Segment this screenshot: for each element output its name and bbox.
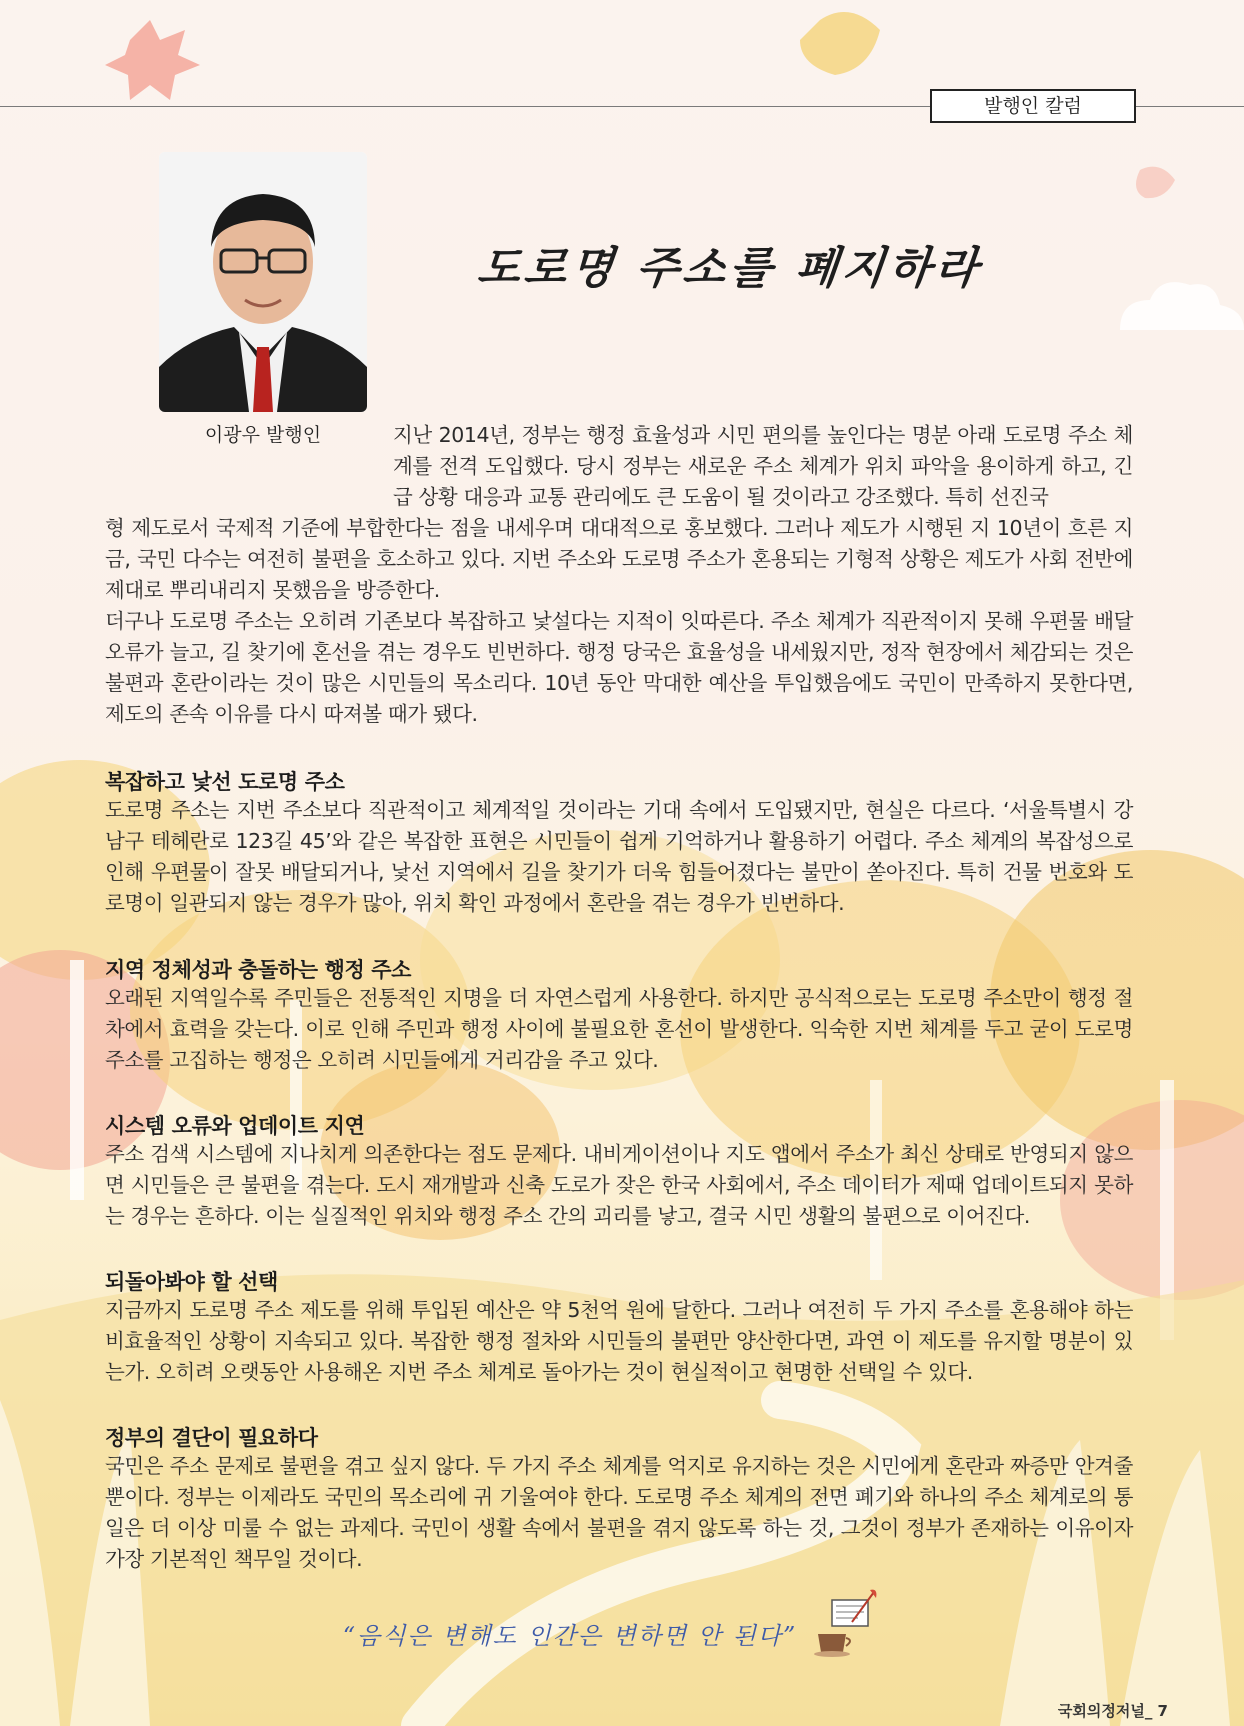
leaf-icon	[1136, 167, 1175, 199]
column-label: 발행인 칼럼	[930, 89, 1136, 123]
section-body: 국민은 주소 문제로 불편을 겪고 싶지 않다. 두 가지 주소 체계를 억지로 유지하는 것은 시민에게 혼란과 짜증만 안겨줄 뿐이다. 정부는 이제라도 국민의 목소리에 귀 기울여야 한다. 도로명 주소 체계의 전면 폐기와 하나의 주소 체계로의 통일은 더 이상 미룰 수 없는 과제다. 국민이 생활 속에서 불편을 겪지 않도록 하는 것, 그것이 정부가 존재하는 이유이자 가장 기본적인 책무일 것이다.	[105, 1454, 1133, 1571]
cloud-icon	[1120, 282, 1244, 330]
intro-paragraph-1: 지난 2014년, 정부는 행정 효율성과 시민 편의를 높인다는 명분 아래 도로명 주소 체계를 전격 도입했다. 당시 정부는 새로운 주소 체계가 위치 파악을 용이하게 하고, 긴급 상황 대응과 교통 관리에도 큰 도움이 될 것이라고 강조했다. 특히 선진국	[393, 423, 1133, 509]
section-body: 지금까지 도로명 주소 제도를 위해 투입된 예산은 약 5천억 원에 달한다. 그러나 여전히 두 가지 주소를 혼용해야 하는 비효율적인 상황이 지속되고 있다. 복잡한 행정 절차와 시민들의 불편만 양산한다면, 과연 이 제도를 유지할 명분이 있는가. 오히려 오랫동안 사용해온 지번 주소 체계로 돌아가는 것이 현실적이고 현명한 선택일 수 있다.	[105, 1298, 1133, 1384]
intro-paragraph-2: 더구나 도로명 주소는 오히려 기존보다 복잡하고 낯설다는 지적이 잇따른다. 주소 체계가 직관적이지 못해 우편물 배달 오류가 늘고, 길 찾기에 혼선을 겪는 경우도 빈번하다. 행정 당국은 효율성을 내세웠지만, 정작 현장에서 체감되는 것은 불편과 혼란이라는 것이 많은 시민들의 목소리다. 10년 동안 막대한 예산을 투입했음에도 국민이 만족하지 못한다면, 제도의 존속 이유를 다시 따져볼 때가 됐다.	[105, 609, 1133, 726]
section-heading: 복잡하고 낯선 도로명 주소	[105, 770, 345, 794]
publisher-photo	[159, 152, 367, 412]
section-heading: 정부의 결단이 필요하다	[105, 1426, 318, 1450]
section-body: 오래된 지역일수록 주민들은 전통적인 지명을 더 자연스럽게 사용한다. 하지만 공식적으로는 도로명 주소만이 행정 절차에서 효력을 갖는다. 이로 인해 주민과 행정 사이에 불필요한 혼선이 발생한다. 익숙한 지번 체계를 두고 굳이 도로명 주소를 고집하는 행정은 오히려 시민들에게 거리감을 주고 있다.	[105, 986, 1133, 1072]
section-body: 주소 검색 시스템에 지나치게 의존한다는 점도 문제다. 내비게이션이나 지도 앱에서 주소가 최신 상태로 반영되지 않으면 시민들은 큰 불편을 겪는다. 도시 재개발과 신축 도로가 잦은 한국 사회에서, 주소 데이터가 제때 업데이트되지 못하는 경우는 흔하다. 이는 실질적인 위치와 행정 주소 간의 괴리를 낳고, 결국 시민 생활의 불편으로 이어진다.	[105, 1142, 1133, 1228]
section-heading: 시스템 오류와 업데이트 지연	[105, 1114, 365, 1138]
maple-leaf-icon	[105, 20, 200, 100]
section-heading: 되돌아봐야 할 선택	[105, 1270, 278, 1294]
coffee-and-quill-icon	[812, 1588, 882, 1658]
intro-paragraph-1-continued: 형 제도로서 국제적 기준에 부합한다는 점을 내세우며 대대적으로 홍보했다. 그러나 제도가 시행된 지 10년이 흐른 지금, 국민 다수는 여전히 불편을 호소하고 있다. 지번 주소와 도로명 주소가 혼용되는 기형적 상황은 제도가 사회 전반에 제대로 뿌리내리지 못했음을 방증한다.	[105, 516, 1133, 602]
photo-caption: 이광우 발행인	[204, 424, 322, 446]
tree-trunk	[70, 960, 84, 1200]
section-body: 도로명 주소는 지번 주소보다 직관적이고 체계적일 것이라는 기대 속에서 도입됐지만, 현실은 다르다. ‘서울특별시 강남구 테헤란로 123길 45’와 같은 복잡한 표현은 시민들이 쉽게 기억하거나 활용하기 어렵다. 주소 체계의 복잡성으로 인해 우편물이 잘못 배달되거나, 낯선 지역에서 길을 찾기가 더욱 힘들어졌다는 불만이 쏟아진다. 특히 건물 번호와 도로명이 일관되지 않는 경우가 많아, 위치 확인 과정에서 혼란을 겪는 경우가 빈번하다.	[105, 798, 1133, 915]
page-footer: 국회의정저널_ 7	[1057, 1702, 1168, 1720]
closing-quote: “음식은 변해도 인간은 변하면 안 된다”	[342, 1622, 798, 1650]
section-heading: 지역 정체성과 충돌하는 행정 주소	[105, 958, 412, 982]
article-title: 도로명 주소를 폐지하라	[475, 243, 985, 294]
ginkgo-leaf-icon	[800, 12, 880, 75]
